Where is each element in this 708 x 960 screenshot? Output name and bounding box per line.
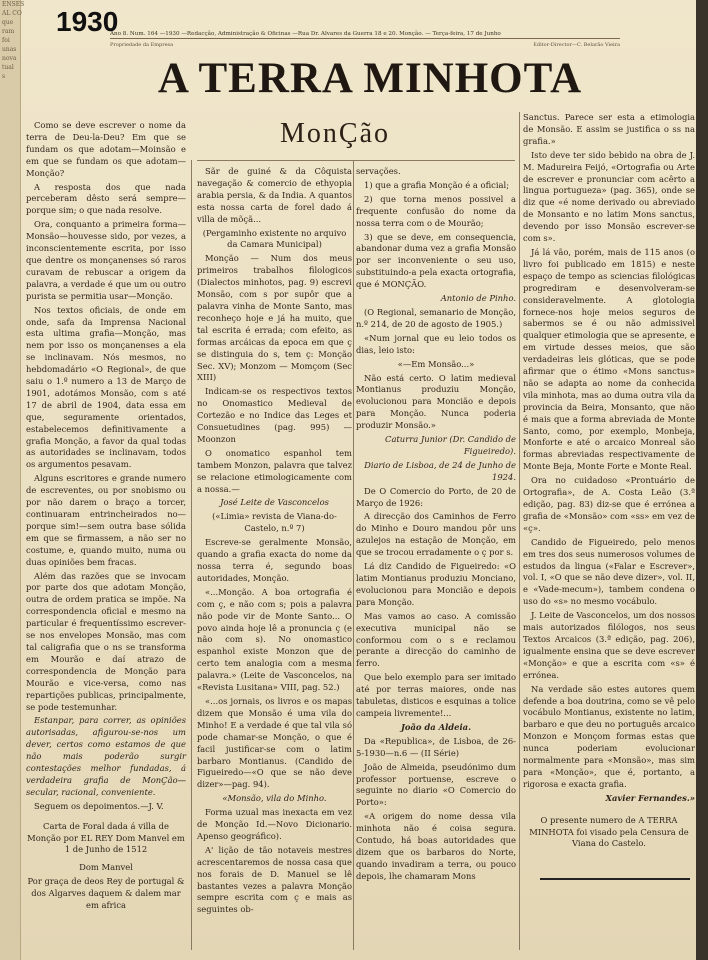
newspaper-title: A TERRA MINHOTA bbox=[157, 55, 583, 102]
signature: Seguem os depoimentos.—J. V. bbox=[34, 800, 164, 811]
property-note: Propriedade da Empresa bbox=[110, 42, 174, 48]
paragraph: «—Em Monsão...» bbox=[397, 358, 475, 369]
dark-edge bbox=[696, 0, 708, 960]
paragraph: 1) que a grafia Monção é a oficial; bbox=[364, 179, 510, 190]
column-3 bbox=[356, 166, 516, 956]
paragraph: «...os jornais, os livros e os mapas dizem que Monsão é uma vila do Minho! E a verdade é que tal vila só pode chamar-se Monção, o que é facil justificar-se com o latim barbaro Montianus. (Candido de Figueiredo—«O que se não deve dizer»—pag. 94). bbox=[197, 695, 352, 790]
column-rule bbox=[191, 160, 192, 950]
strip-text: ram bbox=[2, 28, 15, 35]
strip-text: tual bbox=[2, 64, 14, 71]
paragraph: Na verdade são estes autores quem defende a boa doutrina, como se vê pelo vocábulo Montianus, existente no latim, barbaro e que deu no português arcaico Monzon e Monçom formas estas que nunca poderiam evolucionar normalmente para «Monsão», mas sim para «Monção», que é, portanto, a rigorosa e exacta grafia. bbox=[523, 683, 695, 789]
paragraph: Mas vamos ao caso. A comissão executiva municipal não se conformou com o s e reclamou perante a direcção do caminho de ferro. bbox=[356, 610, 516, 669]
paragraph: servações. bbox=[356, 166, 401, 176]
separator-rule bbox=[540, 878, 690, 880]
strip-text: unas bbox=[2, 46, 17, 53]
paragraph: Ora no cuidadoso «Prontuário de Ortografia», de A. Costa Leão (3.ª edição, pag. 83) diz-se que é errónea a grafia de «Monsão» com «ss» em vez de «ç». bbox=[523, 475, 695, 533]
paragraph: «A origem do nome dessa vila minhota não é coisa segura. Contudo, há boas autoridades que dizem que os barbaros do Norte, quando invadiram a terra, ou pouco depois, lhe chamaram Mons bbox=[356, 811, 516, 881]
censorship-note: O presente numero de A TERRA MINHOTA foi visado pela Censura de Viana do Castelo. bbox=[529, 814, 689, 849]
column-4 bbox=[523, 112, 695, 952]
paragraph: 2) que torna menos possivel a frequente confusão do nome da nossa terra com o de Mourão; bbox=[356, 193, 516, 228]
paragraph: João de Almeida, pseudónimo dum professor portuense, escreve o seguinte no diario «O Comercio do Porto»: bbox=[356, 761, 516, 808]
column-rule bbox=[353, 160, 354, 950]
paragraph: A resposta dos que nada perceberam dêsto será sempre—porque sim; o que nada resolve. bbox=[26, 181, 186, 216]
paragraph: Alguns escritores e grande numero de escreventes, ou por snobismo ou por não darem o braço a torcer, continuaram entrincheirados no—porque sim!—sem outra base sólida em que se firmassem, a não ser no costume, e, quando muito, numa ou duas opiniões bem fracas. bbox=[26, 473, 186, 567]
paragraph: A direcção dos Caminhos de Ferro do Minho e Douro mandou pôr uns azulejos na estação de Monção, em que se trocou erradamente o ç por s. bbox=[356, 511, 516, 558]
paragraph: Candido de Figueiredo, pelo menos em tres dos seus numerosos volumes de estudos da lingua («Falar e Escrever», vol. I, «O que se não deve dizer», vol. II, e «Vade-mecum»), tambem condena o uso do «s» no mesmo vocábulo. bbox=[523, 536, 695, 607]
paragraph: «Num jornal que eu leio todos os dias, leio isto: bbox=[356, 332, 516, 355]
paragraph: «...Monção. A boa ortografia é com ç, e não com s; pois a palavra não pode vir de Monte Santo... O povo ainda hoje lê a pronuncia ç (e não com s). No onomastico espanhol existe Monzon que de certo tem analogia com a mesma palavra.» (Leite de Vasconcelos, na «Revista Lusitana» VIII, pag. 52.) bbox=[197, 586, 352, 693]
paragraph: Como se deve escrever o nome da terra de Deu-la-Deu? Em que se fundam os que adotam—Moinsão e em que se fundam os que adotam—Monção? bbox=[26, 120, 186, 178]
article-title: MonÇão bbox=[280, 118, 390, 149]
paragraph: Isto deve ter sido bebido na obra de J. M. Madureira Feijó, «Ortografia ou Arte de escrever e pronunciar com acêrto a lingua portugueza» (pag. 365), onde se diz que «é nome derivado ou abreviado de Monsanto e no latim Mons sanctus, devendo por isso Monsão escrever-se com s». bbox=[523, 149, 695, 244]
paragraph: Nos textos oficiais, de onde em onde, safa da Imprensa Nacional esta ultima grafia—Monção, mas nem por isso os monçanenses a ela se inclinavam. Nós mesmos, no hebdomadário «O Regional», de que saiu o 1.º numero a 13 de Março de 1901, adotámos Monsão, com s até 17 de abril de 1904, data essa em que, seguramente orientados, estabelecemos definitivamente a grafia Monção, a favor da qual todas as autoridades se inclinavam, todos os argumentos pesavam. bbox=[26, 304, 186, 470]
paragraph: Forma uzual mas inexacta em vez de Monção Id.—Novo Dicionario. Apenso geográfico). bbox=[197, 807, 352, 841]
source-note: (Pergaminho existente no arquivo da Camara Municipal) bbox=[202, 227, 347, 250]
paragraph: 3) que se deve, em consequencia, abandonar duma vez a grafia Monsão por ser inconveniente o seu uso, substituindo-a pela exacta ortografia, que é MONÇÃO. bbox=[356, 231, 516, 290]
paragraph: Já lá vão, porém, mais de 115 anos (o livro foi publicado em 1815) e neste espaço de tempo as sciencias filológicas progrediram e desenvolveram-se consideravelmente. A glotologia fornece-nos hoje meios seguros de sabermos se é ou não admissivel qualquer etimologia que se apresente, e em virtude desses meios, que são verdadeiras leis glóticas, que se pode afirmar que o étimo «Mons sanctus» não se adapta ao nome da conhecida vila minhota, mas ao duma outra vila da provincia da Beira, Monsanto, que não é mais que a forma abreviada de Monte Santo, como, por exemplo, Monbeja, Monforte e até o arcaico Monreal são formas abreviadas respectivamente de Monte Beja, Monte Forte e Monte Real. bbox=[523, 246, 695, 472]
signature: José Leite de Vasconcelos bbox=[220, 497, 329, 508]
signature: Xavier Fernandes.» bbox=[605, 792, 695, 803]
adjacent-page-strip bbox=[0, 0, 25, 960]
paragraph: J. Leite de Vasconcelos, um dos nossos mais autorizados filólogos, nos seus Textos Arcaicos (3.ª edição, pag. 206), igualmente ensina que se deve escrever «Monção» e que a escrita com «s» é errónea. bbox=[523, 610, 695, 680]
title-rule bbox=[197, 160, 515, 161]
charter-text: Por graça de deos Rey de portugal & dos Algarves daquem & dalem mar em africa bbox=[27, 876, 185, 911]
paragraph: Indicam-se os respectivos textos no Onomastico Medieval de Cortezão e no Indice das Leges et Consuetudines (pag. 995) — Moonzon bbox=[197, 386, 352, 444]
issue-banner: Ano 8. Num. 164 —1930 —Redacção, Administração & Oficinas —Rua Dr. Alvares da Guerra 18 e 20. Monção. — Terça-feira, 17 de Junho bbox=[110, 30, 620, 39]
sub-banner bbox=[110, 42, 620, 48]
paragraph: De O Comercio do Porto, de 20 de Março de 1926: bbox=[356, 485, 516, 508]
source-note: (O Regional, semanario de Monção, n.º 214, de 20 de agosto de 1905.) bbox=[356, 306, 516, 329]
paragraph: A' lição de tão notaveis mestres acrescentaremos de nossa casa que nos forais de D. Manuel se lê bastantes vezes a palavra Monção sempre escrita com ç e mais as seguintes ob- bbox=[197, 844, 352, 915]
paragraph: O onomatico espanhol tem tambem Monzon, palavra que talvez se relacione etimologicamente com a nossa.— bbox=[197, 447, 352, 494]
paragraph: Que belo exemplo para ser imitado até por terras maiores, onde nas tabuletas, disticos e esquinas a tolice campeia livremente!... bbox=[356, 672, 516, 718]
paragraph: Escreve-se geralmente Monsão, quando a grafia exacta do nome da nossa terra é, segundo boas autoridades, Monção. bbox=[197, 537, 352, 583]
paragraph: Ora, conquanto a primeira forma—Monsão—houvesse sido, por vezes, a inconscientemente escrita, por isso que dentre os monçanenses só raros curavam de rebuscar a origem da palavra, a verdade é que um ou outro purista se permitia usar—Monção. bbox=[26, 219, 186, 301]
strip-text: que bbox=[2, 19, 14, 26]
paragraph: Não está certo. O latim medieval Montianus produziu Monção, evolucionou para Moncião e depois para Monção. Nunca poderia produzir Monsão.» bbox=[356, 372, 516, 431]
column-1 bbox=[26, 120, 186, 936]
strip-text: nova bbox=[2, 55, 17, 62]
charter-king: Dom Manvel bbox=[79, 862, 133, 873]
column-rule bbox=[519, 112, 520, 950]
paragraph: «Monsão, vila do Minho. bbox=[222, 793, 327, 804]
paragraph: Lá diz Candido de Figueiredo: «O latim Montianus produziu Monciano, evolucionou para Moncião e depois para Monção. bbox=[356, 561, 516, 607]
signature: João da Aldeia. bbox=[400, 721, 472, 732]
column-2 bbox=[197, 166, 352, 956]
editor-note: Editor-Director—C. Belarão Vieira bbox=[533, 42, 620, 48]
signature: Caturra Junior (Dr. Candido de Figueiredo). bbox=[385, 434, 516, 456]
year-label: 1930 bbox=[56, 6, 119, 37]
signature: Antonio de Pinho. bbox=[440, 293, 516, 304]
source-note: Da «Republica», de Lisboa, de 26-5-1930—n.6 — (II Série) bbox=[356, 735, 516, 758]
strip-text: foi bbox=[2, 37, 10, 44]
strip-text: s bbox=[2, 73, 6, 80]
paragraph: Sãr de guiné & da Côquista navegação & comercio de ethyopia arabia persia, & da India. A quantos esta nossa carta de forel dado á villa de mõçã... bbox=[197, 166, 352, 224]
paragraph: Sanctus. Parece ser esta a etimologia de Monsão. E assim se justifica o ss na grafia.» bbox=[523, 112, 695, 146]
paragraph: Além das razões que se invocam por parte dos que adotam Monção, outra de ordem pratica se impõe. Na correspondencia oficial e mesmo na particular é frequentíssimo escrever-se nos envelopes Monsão, mas com tal caligrafia que o ns se transforma em Mourão e daí atrazo de correspondencia de Monção para Mourão e vice-versa, como nas repartições publicas, principalmente, se pode testemunhar. bbox=[26, 570, 186, 712]
source-note: Diario de Lisboa, de 24 de Junho de 1924. bbox=[364, 459, 516, 482]
strip-text: AL CO bbox=[2, 10, 22, 17]
source-note: («Limia» revista de Viana-do-Castelo, n.º 7) bbox=[212, 511, 337, 534]
paragraph: Estanpar, para correr, as opiniões autorisadas, afigurou-se-nos um dever, certos como estamos de que não mais poderão surgir contestações melhor fundadas, á verdadeira grafia de MonÇão—secular, racional, conveniente. bbox=[26, 715, 186, 797]
charter-heading: Carta de Foral dada á villa de Monção por EL REY Dom Manvel em 1 de Junho de 1512 bbox=[27, 820, 185, 855]
strip-text: ENSES bbox=[2, 1, 25, 8]
paragraph: Monção — Num dos meus primeiros trabalhos filologicos (Dialectos minhotos, pag. 9) escrevi Monsão, com s por supôr que a palavra vinha de Monte Santo, mas reconheço hoje e já ha muito, que tal escrita é errada; com efeito, as formas arcáicas da epoca em que ç se distinguia do s, tem ç: Monção Sec. XV); Monzom — Momçom (Sec XIII) bbox=[197, 253, 352, 383]
